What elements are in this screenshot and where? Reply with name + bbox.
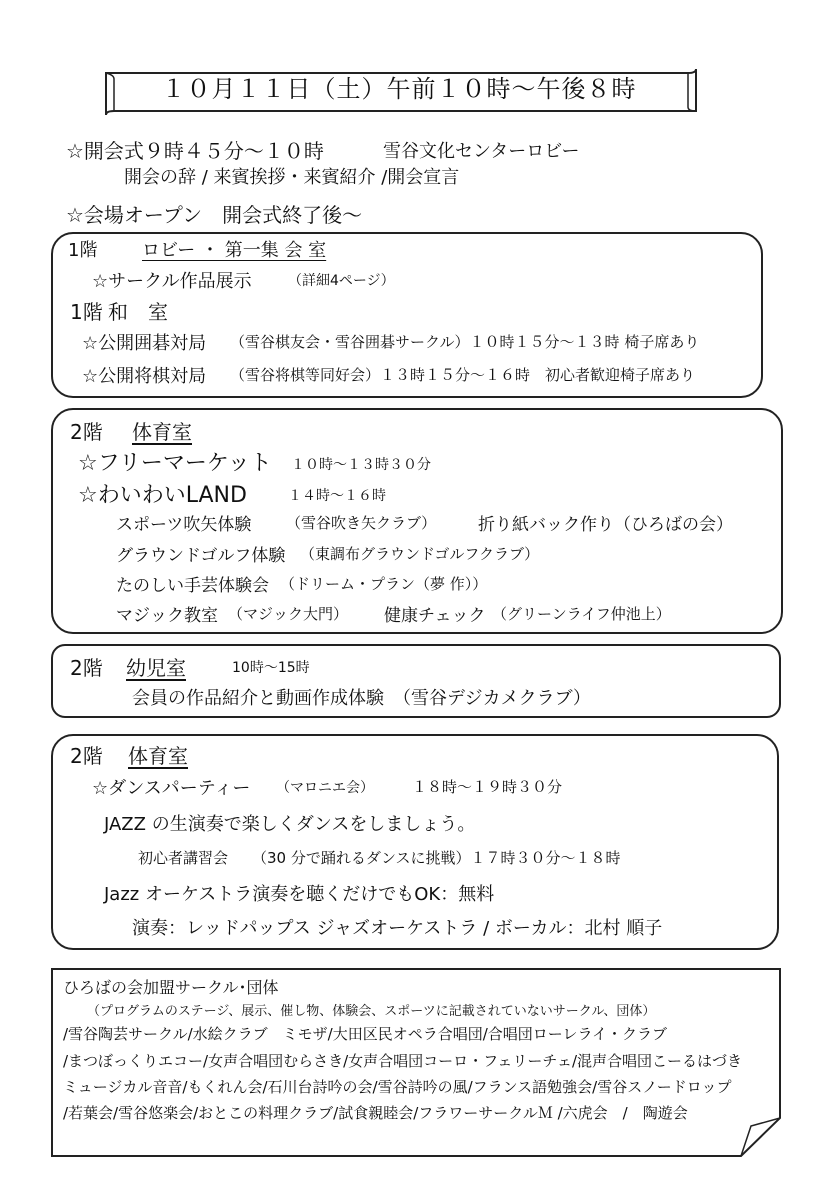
floor1-room-washitsu: 和 室 — [108, 300, 168, 324]
digicame-desc: 会員の作品紹介と動画作成体験 （雪谷デジカメクラブ） — [132, 688, 591, 709]
circle-exhibit: ☆サークル作品展示 — [92, 271, 252, 292]
venue-open: ☆会場オープン 開会式終了後～ — [66, 203, 363, 227]
infant-floor-label: 2階 — [70, 656, 103, 680]
magic-activity: マジック教室 — [116, 606, 218, 626]
beginner-lesson-title: 初心者講習会 — [138, 849, 229, 867]
dance-floor-label: 2階 — [70, 744, 103, 768]
floor1-room-lobby: ロビー ・ 第一集 会 室 — [142, 240, 327, 261]
jazz-dance-line: JAZZ の生演奏で楽しくダンスをしましょう。 — [104, 814, 476, 835]
origami-activity: 折り紙バック作り（ひろばの会） — [478, 515, 733, 535]
health-check-org: （グリーンライフ仲池上） — [492, 605, 671, 623]
floor1-label-a: 1階 — [68, 240, 98, 261]
member-circles-title: ひろばの会加盟サークル･団体 — [63, 978, 279, 997]
waiwai-land-time: １４時～１６時 — [288, 488, 386, 504]
member-circles-line-2: /まつぼっくりエコー/女声合唱団むらさき/女声合唱団コーロ・フェリーチェ/混声合唱団こーるはづき — [63, 1052, 743, 1070]
waiwai-land-title: ☆わいわいLAND — [78, 483, 247, 508]
dance-party-title: ☆ダンスパーティー — [92, 778, 251, 799]
member-circles-line-4: /若葉会/雪谷悠楽会/おとこの料理クラブ/試食親睦会/フラワーサークルＭ /六虎会 / 陶遊会 — [63, 1104, 688, 1122]
infant-room-name: 幼児室 — [126, 656, 186, 680]
magic-org: （マジック大門） — [228, 605, 349, 623]
shogi-match-title: ☆公開将棋対局 — [82, 366, 207, 387]
floor2-room-gym: 体育室 — [132, 420, 192, 444]
opening-ceremony: ☆開会式９時４５分～１０時 — [66, 139, 324, 163]
flea-market-title: ☆フリーマーケット — [78, 451, 272, 476]
dance-room-name: 体育室 — [128, 744, 188, 768]
performer-line: 演奏：レッドパップス ジャズオーケストラ / ボーカル：北村 順子 — [132, 918, 663, 939]
jazz-free-line: Jazz オーケストラ演奏を聴くだけでもOK：無料 — [104, 884, 495, 905]
member-circles-line-1: /雪谷陶芸サークル/水絵クラブ ミモザ/大田区民オペラ合唱団/合唱団ローレライ・クラブ — [63, 1025, 668, 1043]
event-date-title: １０月１１日（土）午前１０時～午後８時 — [161, 75, 637, 103]
member-circles-line-3: ミュージカル音音/もくれん会/石川台詩吟の会/雪谷詩吟の風/フランス語勉強会/雪谷スノードロップ — [63, 1078, 732, 1096]
opening-ceremony-detail: 開会の辞 / 来賓挨拶・来賓紹介 /開会宣言 — [124, 167, 460, 188]
beginner-lesson-detail: （30 分で踊れるダンスに挑戦）１７時３０分～１８時 — [252, 849, 621, 867]
member-circles-note: （プログラムのステージ、展示、催し物、体験会、スポーツに記載されていないサークル、団体） — [87, 1004, 656, 1019]
go-match-detail: （雪谷棋友会・雪谷囲碁サークル）１０時１５分～１３時 椅子席あり — [230, 333, 700, 351]
craft-activity: たのしい手芸体験会 — [116, 576, 269, 596]
go-match-title: ☆公開囲碁対局 — [82, 333, 207, 354]
shogi-match-detail: （雪谷将棋等同好会）１３時１５分～１６時 初心者歓迎椅子席あり — [230, 366, 696, 384]
fukiya-org: （雪谷吹き矢クラブ） — [286, 514, 437, 532]
groundgolf-activity: グラウンドゴルフ体験 — [116, 546, 286, 566]
dance-party-time: １８時～１９時３０分 — [412, 778, 563, 796]
opening-ceremony-place: 雪谷文化センターロビー — [383, 141, 580, 162]
floor2-label: 2階 — [70, 420, 103, 444]
groundgolf-org: （東調布グラウンドゴルフクラブ） — [300, 545, 540, 563]
craft-org: （ドリーム・プラン（夢 作）） — [280, 575, 488, 593]
dance-party-org: （マロニエ会） — [276, 780, 374, 796]
flea-market-time: １０時～１３時３０分 — [291, 457, 431, 473]
date-banner — [104, 67, 694, 115]
circle-exhibit-note: （詳細4ページ） — [288, 273, 395, 289]
infant-room-time: 10時～15時 — [232, 660, 310, 676]
member-circles-box — [51, 968, 781, 1158]
health-check-activity: 健康チェック — [384, 606, 486, 626]
floor1-label-b: 1階 — [70, 300, 103, 324]
fukiya-activity: スポーツ吹矢体験 — [116, 515, 252, 535]
